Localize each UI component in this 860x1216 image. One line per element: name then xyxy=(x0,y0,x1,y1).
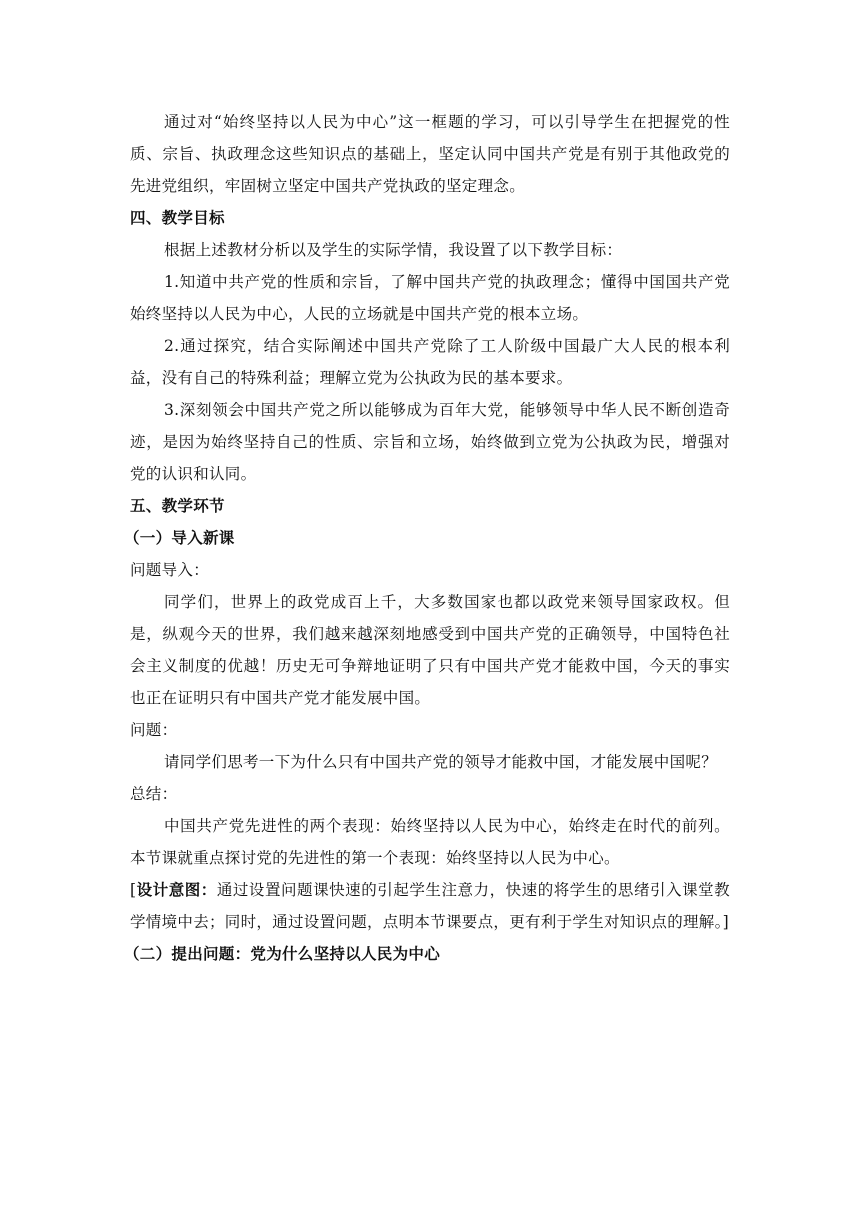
section-heading-teaching-steps: 五、教学环节 xyxy=(130,497,225,515)
intro-paragraph: 通过对“始终坚持以人民为中心”这一框题的学习，可以引导学生在把握党的性质、宗旨、执政理念这些知识点的基础上，坚定认同中国共产党是有别于其他政党的先进党组织，牢固树立坚定中国共产党执政的坚定理念。 xyxy=(130,113,730,195)
goal-item-2: 2.通过探究，结合实际阐述中国共产党除了工人阶级中国最广大人民的根本利益，没有自己的特殊利益；理解立党为公执政为民的基本要求。 xyxy=(130,337,730,387)
design-intent-text: 通过设置问题课快速的引起学生注意力，快速的将学生的思绪引入课堂教学情境中去；同时，通过设置问题，点明本节课要点，更有利于学生对知识点的理解。] xyxy=(130,881,730,931)
label-question: 问题： xyxy=(130,721,178,739)
label-question-intro: 问题导入： xyxy=(130,561,210,579)
subsection-heading-question: （二）提出问题：党为什么坚持以人民为中心 xyxy=(124,945,441,963)
question-paragraph: 请同学们思考一下为什么只有中国共产党的领导才能救中国，才能发展中国呢？ xyxy=(164,753,718,771)
subsection-heading-introduction: （一）导入新课 xyxy=(124,529,235,547)
goal-item-1: 1.知道中共产党的性质和宗旨，了解中国共产党的执政理念；懂得中国国共产党始终坚持以人民为中心，人民的立场就是中国共产党的根本立场。 xyxy=(130,273,730,323)
design-intent-bracket: [ xyxy=(130,881,137,899)
design-intent-paragraph xyxy=(130,874,730,938)
section-heading-teaching-goals: 四、教学目标 xyxy=(130,209,225,227)
design-intent-label: 设计意图： xyxy=(136,881,217,899)
question-intro-paragraph: 同学们，世界上的政党成百上千，大多数国家也都以政党来领导国家政权。但是，纵观今天的世界，我们越来越深刻地感受到中国共产党的正确领导，中国特色社会主义制度的优越！历史无可争辩地证明了只有中国共产党才能救中国，今天的事实也正在证明只有中国共产党才能发展中国。 xyxy=(130,593,730,707)
document-body xyxy=(124,106,730,970)
summary-paragraph: 中国共产党先进性的两个表现：始终坚持以人民为中心，始终走在时代的前列。本节课就重点探讨党的先进性的第一个表现：始终坚持以人民为中心。 xyxy=(130,817,730,867)
goal-item-3: 3.深刻领会中国共产党之所以能够成为百年大党，能够领导中华人民不断创造奇迹，是因为始终坚持自己的性质、宗旨和立场，始终做到立党为公执政为民，增强对党的认识和认同。 xyxy=(130,401,730,483)
label-summary: 总结： xyxy=(130,785,178,803)
goals-intro-paragraph: 根据上述教材分析以及学生的实际学情，我设置了以下教学目标： xyxy=(164,241,623,259)
